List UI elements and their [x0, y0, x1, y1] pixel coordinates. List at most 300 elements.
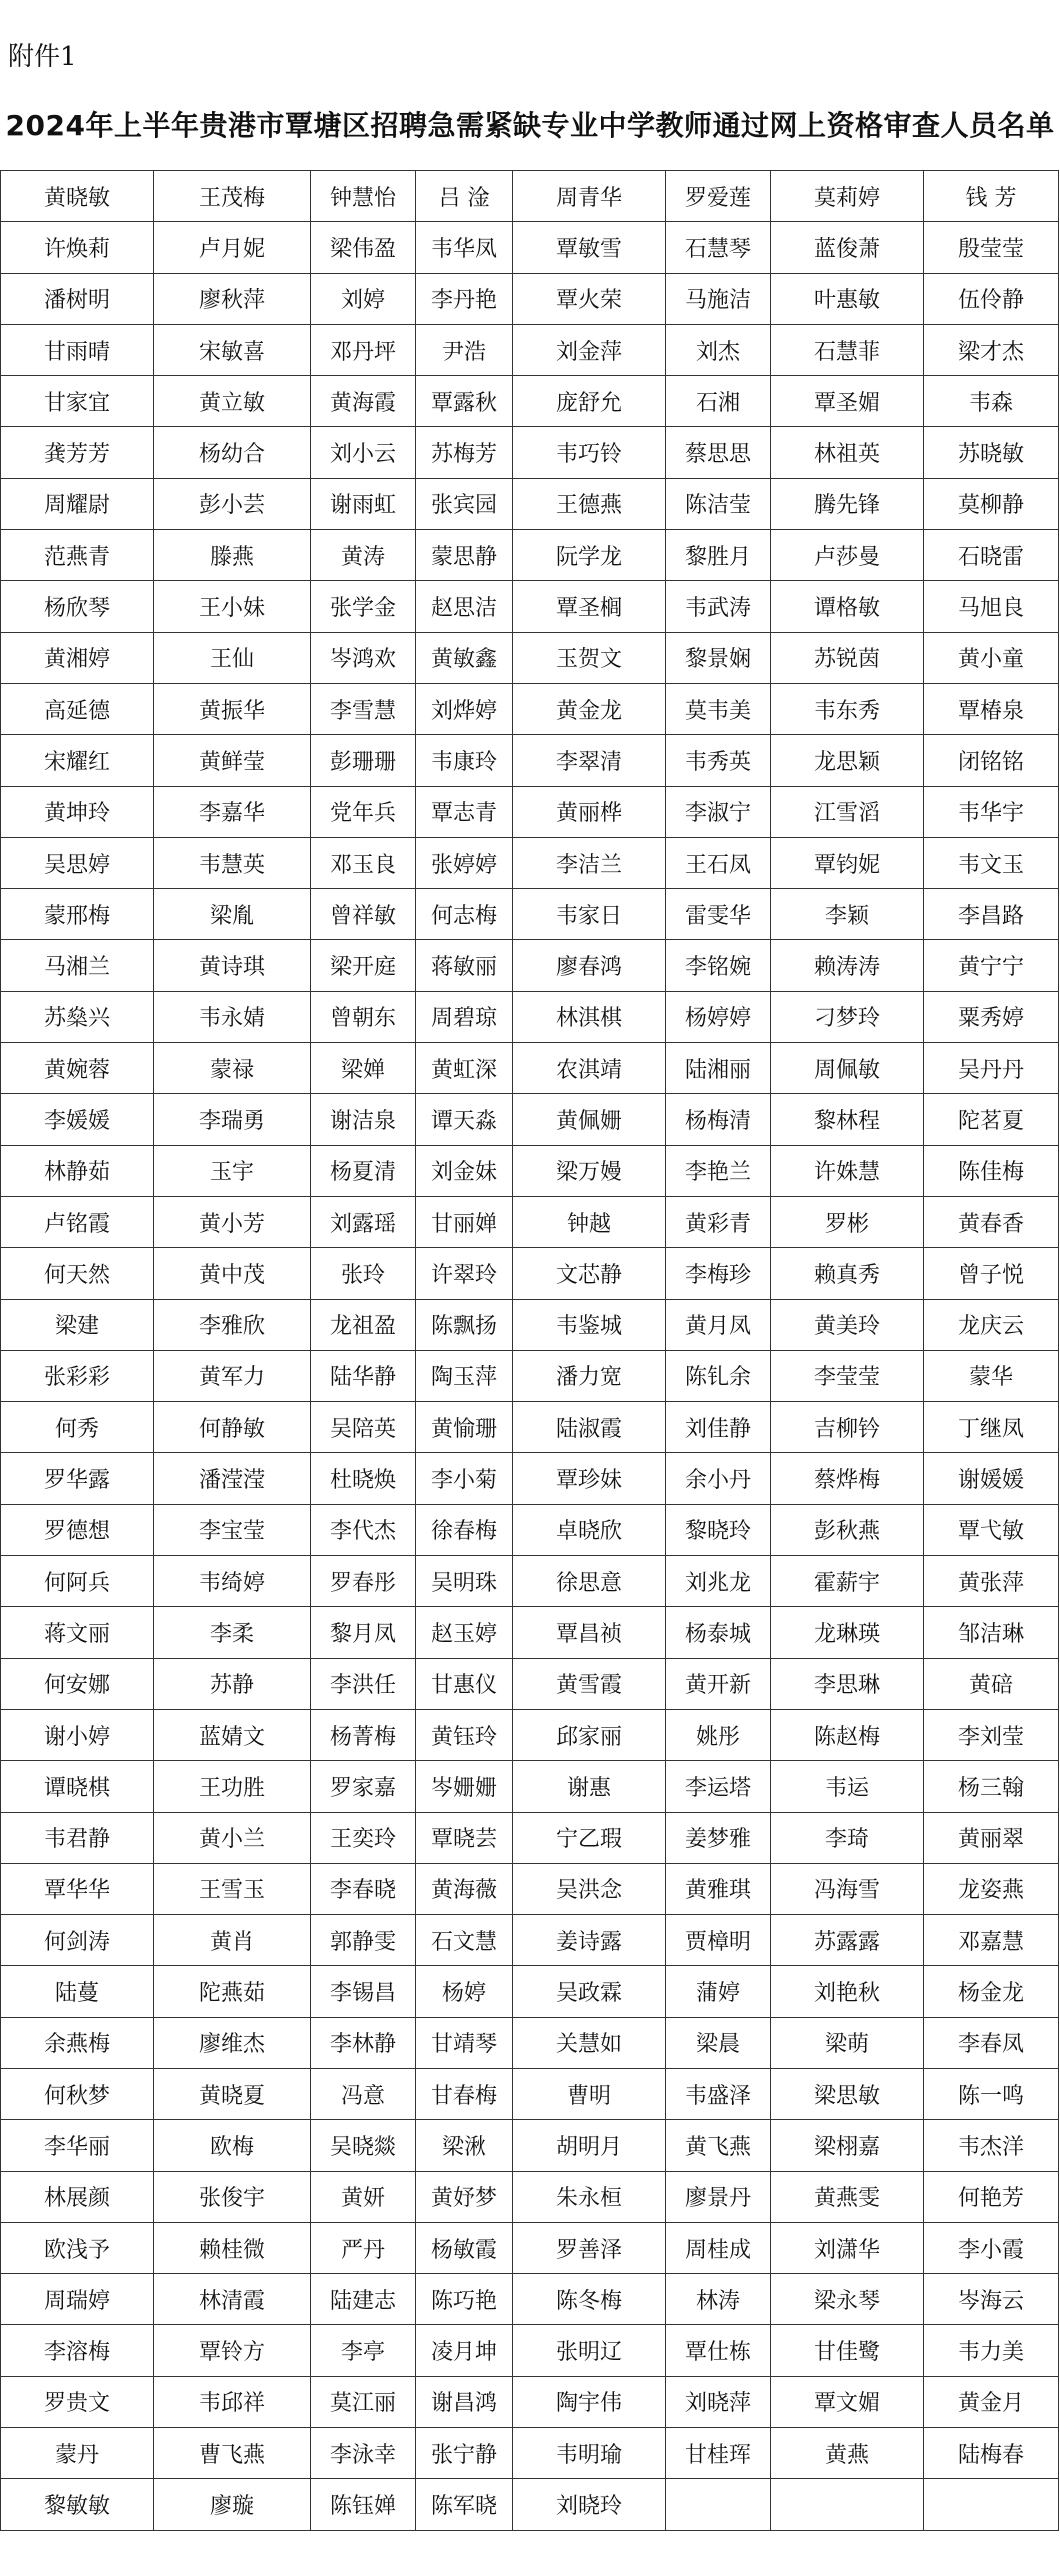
name-cell: 陈飘扬	[416, 1299, 513, 1350]
name-cell: 韦秀英	[666, 735, 771, 786]
name-cell: 吴政霖	[513, 1966, 666, 2017]
name-cell: 黄立敏	[154, 376, 311, 427]
name-cell: 玉贺文	[513, 632, 666, 683]
name-cell: 黄宁宁	[924, 940, 1059, 991]
name-cell: 刘晓玲	[513, 2479, 666, 2530]
name-cell: 曹飞燕	[154, 2428, 311, 2479]
name-cell: 韦华宇	[924, 786, 1059, 837]
name-cell: 蒙华	[924, 1350, 1059, 1401]
name-cell: 黄美玲	[771, 1299, 924, 1350]
name-cell: 覃昌祯	[513, 1607, 666, 1658]
name-cell: 李嘉华	[154, 786, 311, 837]
name-cell: 谢雨虹	[311, 478, 416, 529]
name-cell: 蔡思思	[666, 427, 771, 478]
name-cell: 何志梅	[416, 889, 513, 940]
name-cell: 李小霞	[924, 2222, 1059, 2273]
name-cell: 韦家日	[513, 889, 666, 940]
table-row	[1, 1248, 1059, 1299]
name-cell: 徐春梅	[416, 1504, 513, 1555]
name-cell: 林淇棋	[513, 991, 666, 1042]
name-cell: 何天然	[1, 1248, 154, 1299]
table-row	[1, 581, 1059, 632]
name-cell: 韦华凤	[416, 222, 513, 273]
name-cell: 黄坤玲	[1, 786, 154, 837]
name-cell: 黄雅琪	[666, 1863, 771, 1914]
name-cell: 罗华露	[1, 1453, 154, 1504]
name-cell: 姚彤	[666, 1709, 771, 1760]
name-cell	[771, 2479, 924, 2530]
name-cell: 宋耀红	[1, 735, 154, 786]
name-cell: 玉宇	[154, 1145, 311, 1196]
name-cell: 李洪任	[311, 1658, 416, 1709]
name-cell: 苏燊兴	[1, 991, 154, 1042]
name-cell: 雷雯华	[666, 889, 771, 940]
name-cell: 伍伶静	[924, 273, 1059, 324]
table-row	[1, 1556, 1059, 1607]
name-cell: 廖秋萍	[154, 273, 311, 324]
table-row	[1, 632, 1059, 683]
name-cell: 韦文玉	[924, 837, 1059, 888]
table-row	[1, 376, 1059, 427]
name-cell: 殷莹莹	[924, 222, 1059, 273]
name-cell: 韦康玲	[416, 735, 513, 786]
name-cell: 胡明月	[513, 2120, 666, 2171]
name-cell: 莫韦美	[666, 683, 771, 734]
name-cell: 周佩敏	[771, 1043, 924, 1094]
name-cell: 蔡烨梅	[771, 1453, 924, 1504]
name-cell: 苏露露	[771, 1915, 924, 1966]
name-cell: 王仙	[154, 632, 311, 683]
table-row	[1, 735, 1059, 786]
name-cell: 许翠玲	[416, 1248, 513, 1299]
name-cell: 甘佳鹭	[771, 2325, 924, 2376]
name-cell: 潘力宽	[513, 1350, 666, 1401]
table-row	[1, 1350, 1059, 1401]
name-cell: 叶惠敏	[771, 273, 924, 324]
name-cell: 李翠清	[513, 735, 666, 786]
name-cell: 陶玉萍	[416, 1350, 513, 1401]
table-row	[1, 1812, 1059, 1863]
table-row	[1, 1504, 1059, 1555]
name-cell: 黎晓玲	[666, 1504, 771, 1555]
name-cell: 陆蔓	[1, 1966, 154, 2017]
name-cell: 王奕玲	[311, 1812, 416, 1863]
name-cell: 李丹艳	[416, 273, 513, 324]
page-title: 2024年上半年贵港市覃塘区招聘急需紧缺专业中学教师通过网上资格审查人员名单	[5, 109, 1055, 142]
name-cell: 陈钰婵	[311, 2479, 416, 2530]
table-row	[1, 1402, 1059, 1453]
name-cell: 李刘莹	[924, 1709, 1059, 1760]
name-cell: 余燕梅	[1, 2017, 154, 2068]
name-cell: 黎敏敏	[1, 2479, 154, 2530]
name-cell: 黄虹深	[416, 1043, 513, 1094]
table-row	[1, 273, 1059, 324]
name-cell: 刘晓萍	[666, 2376, 771, 2427]
table-row	[1, 1658, 1059, 1709]
table-row	[1, 1709, 1059, 1760]
table-row	[1, 478, 1059, 529]
name-cell: 黄中茂	[154, 1248, 311, 1299]
name-cell: 邓嘉慧	[924, 1915, 1059, 1966]
name-cell: 杨梅清	[666, 1094, 771, 1145]
name-cell: 廖春鸿	[513, 940, 666, 991]
name-cell: 苏锐茵	[771, 632, 924, 683]
table-row	[1, 2376, 1059, 2427]
table-row	[1, 2325, 1059, 2376]
name-cell: 龙庆云	[924, 1299, 1059, 1350]
name-cell: 宋敏喜	[154, 324, 311, 375]
name-cell: 谢小婷	[1, 1709, 154, 1760]
name-cell: 覃铃方	[154, 2325, 311, 2376]
name-cell: 苏梅芳	[416, 427, 513, 478]
name-cell: 石湘	[666, 376, 771, 427]
name-list-table	[0, 170, 1059, 2531]
name-cell: 吴思婷	[1, 837, 154, 888]
name-cell: 林涛	[666, 2274, 771, 2325]
attachment-label: 附件1	[8, 42, 77, 72]
name-cell: 吴丹丹	[924, 1043, 1059, 1094]
name-cell: 黄春香	[924, 1196, 1059, 1247]
name-cell: 霍薪宇	[771, 1556, 924, 1607]
name-cell: 蒙邢梅	[1, 889, 154, 940]
name-cell: 黄敏鑫	[416, 632, 513, 683]
name-cell: 刁梦玲	[771, 991, 924, 1042]
name-cell: 甘春梅	[416, 2068, 513, 2119]
table-row	[1, 889, 1059, 940]
name-cell: 冯意	[311, 2068, 416, 2119]
name-cell: 曾祥敏	[311, 889, 416, 940]
name-cell: 黄晓夏	[154, 2068, 311, 2119]
name-cell: 陈钆余	[666, 1350, 771, 1401]
name-cell: 刘小云	[311, 427, 416, 478]
name-cell: 李亭	[311, 2325, 416, 2376]
name-cell: 罗彬	[771, 1196, 924, 1247]
table-row	[1, 1863, 1059, 1914]
name-cell: 李莹莹	[771, 1350, 924, 1401]
name-cell: 韦巧铃	[513, 427, 666, 478]
name-cell: 腾先锋	[771, 478, 924, 529]
name-cell: 马旭良	[924, 581, 1059, 632]
table-row	[1, 1915, 1059, 1966]
name-cell: 韦慧英	[154, 837, 311, 888]
name-cell: 李小菊	[416, 1453, 513, 1504]
table-row	[1, 427, 1059, 478]
name-cell: 陈一鸣	[924, 2068, 1059, 2119]
name-cell: 石晓雷	[924, 530, 1059, 581]
name-cell: 党年兵	[311, 786, 416, 837]
name-cell: 王茂梅	[154, 171, 311, 222]
table-row	[1, 683, 1059, 734]
name-cell: 韦君静	[1, 1812, 154, 1863]
name-cell: 韦杰洋	[924, 2120, 1059, 2171]
name-cell: 杨婷婷	[666, 991, 771, 1042]
name-cell: 谢媛媛	[924, 1453, 1059, 1504]
name-cell: 杨婷	[416, 1966, 513, 2017]
name-cell: 朱永桓	[513, 2171, 666, 2222]
name-cell: 马施洁	[666, 273, 771, 324]
name-cell: 梁建	[1, 1299, 154, 1350]
name-cell: 何静敏	[154, 1402, 311, 1453]
name-cell: 岑鸿欢	[311, 632, 416, 683]
table-row	[1, 1145, 1059, 1196]
name-cell: 梁湫	[416, 2120, 513, 2171]
name-cell: 韦永婧	[154, 991, 311, 1042]
name-cell: 刘兆龙	[666, 1556, 771, 1607]
name-cell: 尹浩	[416, 324, 513, 375]
name-cell: 岑姗姗	[416, 1761, 513, 1812]
name-cell: 黄雪霞	[513, 1658, 666, 1709]
name-cell: 谭格敏	[771, 581, 924, 632]
name-cell: 钱 芳	[924, 171, 1059, 222]
name-cell: 黄燕雯	[771, 2171, 924, 2222]
name-cell: 刘佳静	[666, 1402, 771, 1453]
table-row	[1, 1453, 1059, 1504]
name-cell: 梁萌	[771, 2017, 924, 2068]
name-cell: 黄军力	[154, 1350, 311, 1401]
name-cell: 关慧如	[513, 2017, 666, 2068]
name-cell: 赖桂微	[154, 2222, 311, 2273]
name-cell: 廖维杰	[154, 2017, 311, 2068]
name-cell: 郭静雯	[311, 1915, 416, 1966]
table-row	[1, 2428, 1059, 2479]
name-cell: 黄湘婷	[1, 632, 154, 683]
name-cell: 江雪滔	[771, 786, 924, 837]
name-cell: 杜晓焕	[311, 1453, 416, 1504]
name-cell: 黄飞燕	[666, 2120, 771, 2171]
name-cell: 龙姿燕	[924, 1863, 1059, 1914]
name-cell: 庞舒允	[513, 376, 666, 427]
name-cell: 李艳兰	[666, 1145, 771, 1196]
name-cell: 覃志青	[416, 786, 513, 837]
name-cell: 陆湘丽	[666, 1043, 771, 1094]
name-cell: 罗春彤	[311, 1556, 416, 1607]
name-cell: 姜诗露	[513, 1915, 666, 1966]
name-cell: 陈冬梅	[513, 2274, 666, 2325]
name-cell: 吴陪英	[311, 1402, 416, 1453]
name-cell: 谢洁泉	[311, 1094, 416, 1145]
name-cell: 张彩彩	[1, 1350, 154, 1401]
name-cell: 陆建志	[311, 2274, 416, 2325]
name-cell: 黄小芳	[154, 1196, 311, 1247]
name-cell: 黎林程	[771, 1094, 924, 1145]
name-cell: 甘雨晴	[1, 324, 154, 375]
name-cell: 梁思敏	[771, 2068, 924, 2119]
name-cell: 覃椿泉	[924, 683, 1059, 734]
name-cell: 何秀	[1, 1402, 154, 1453]
name-cell: 王功胜	[154, 1761, 311, 1812]
name-cell: 黄海薇	[416, 1863, 513, 1914]
name-cell: 许姝慧	[771, 1145, 924, 1196]
table-row	[1, 2222, 1059, 2273]
name-cell: 黄海霞	[311, 376, 416, 427]
table-row	[1, 1966, 1059, 2017]
name-cell: 陈军晓	[416, 2479, 513, 2530]
name-cell: 王小妹	[154, 581, 311, 632]
name-cell: 张宾园	[416, 478, 513, 529]
name-cell: 杨夏清	[311, 1145, 416, 1196]
name-cell: 韦明瑜	[513, 2428, 666, 2479]
table-row	[1, 2068, 1059, 2119]
name-cell: 蓝婧文	[154, 1709, 311, 1760]
name-cell: 杨敏霞	[416, 2222, 513, 2273]
name-cell: 李春凤	[924, 2017, 1059, 2068]
name-cell: 卓晓欣	[513, 1504, 666, 1555]
name-cell: 甘桂珲	[666, 2428, 771, 2479]
name-cell: 刘金妹	[416, 1145, 513, 1196]
name-cell: 谭晓棋	[1, 1761, 154, 1812]
name-cell: 覃文媚	[771, 2376, 924, 2427]
name-cell: 甘家宜	[1, 376, 154, 427]
name-cell: 杨金龙	[924, 1966, 1059, 2017]
name-cell: 刘潇华	[771, 2222, 924, 2273]
name-cell	[666, 2479, 771, 2530]
table-row	[1, 1043, 1059, 1094]
name-cell: 梁永琴	[771, 2274, 924, 2325]
name-cell: 谢惠	[513, 1761, 666, 1812]
table-row	[1, 1196, 1059, 1247]
table-row	[1, 2171, 1059, 2222]
name-cell: 彭小芸	[154, 478, 311, 529]
name-cell: 岑海云	[924, 2274, 1059, 2325]
name-cell: 何秋梦	[1, 2068, 154, 2119]
name-cell: 李洁兰	[513, 837, 666, 888]
name-cell: 刘艳秋	[771, 1966, 924, 2017]
name-cell: 李颖	[771, 889, 924, 940]
name-cell: 赖涛涛	[771, 940, 924, 991]
name-cell: 何安娜	[1, 1658, 154, 1709]
name-cell: 罗家嘉	[311, 1761, 416, 1812]
name-cell: 陈洁莹	[666, 478, 771, 529]
name-cell: 张学金	[311, 581, 416, 632]
name-cell: 潘树明	[1, 273, 154, 324]
name-cell: 黄钰玲	[416, 1709, 513, 1760]
name-cell: 覃晓芸	[416, 1812, 513, 1863]
table-row	[1, 786, 1059, 837]
name-cell: 苏静	[154, 1658, 311, 1709]
name-cell: 闭铭铭	[924, 735, 1059, 786]
name-cell: 李运塔	[666, 1761, 771, 1812]
name-cell: 潘滢滢	[154, 1453, 311, 1504]
name-cell: 莫柳静	[924, 478, 1059, 529]
name-cell: 韦盛泽	[666, 2068, 771, 2119]
name-cell: 梁伟盈	[311, 222, 416, 273]
name-cell: 黄月凤	[666, 1299, 771, 1350]
name-cell: 何剑涛	[1, 1915, 154, 1966]
name-cell: 韦运	[771, 1761, 924, 1812]
name-cell: 高延德	[1, 683, 154, 734]
name-cell: 刘杰	[666, 324, 771, 375]
name-cell: 黄振华	[154, 683, 311, 734]
name-cell: 廖璇	[154, 2479, 311, 2530]
name-cell: 谭天淼	[416, 1094, 513, 1145]
name-cell: 卢铭霞	[1, 1196, 154, 1247]
name-cell: 石慧琴	[666, 222, 771, 273]
name-cell: 黄燕	[771, 2428, 924, 2479]
name-cell: 韦东秀	[771, 683, 924, 734]
name-cell: 黄彩青	[666, 1196, 771, 1247]
name-cell: 黄金月	[924, 2376, 1059, 2427]
name-cell: 蒋敏丽	[416, 940, 513, 991]
name-cell: 欧梅	[154, 2120, 311, 2171]
name-cell: 黄金龙	[513, 683, 666, 734]
name-cell: 彭秋燕	[771, 1504, 924, 1555]
name-cell: 龙祖盈	[311, 1299, 416, 1350]
name-cell: 赵玉婷	[416, 1607, 513, 1658]
name-cell: 蓝俊萧	[771, 222, 924, 273]
name-cell: 李溶梅	[1, 2325, 154, 2376]
name-cell: 杨泰城	[666, 1607, 771, 1658]
name-cell: 石慧菲	[771, 324, 924, 375]
name-cell: 陈巧艳	[416, 2274, 513, 2325]
name-cell: 甘丽婵	[416, 1196, 513, 1247]
table-row	[1, 1299, 1059, 1350]
name-cell: 刘金萍	[513, 324, 666, 375]
name-cell: 李瑞勇	[154, 1094, 311, 1145]
table-row	[1, 222, 1059, 273]
name-cell: 张宁静	[416, 2428, 513, 2479]
name-cell: 谢昌鸿	[416, 2376, 513, 2427]
name-cell: 吴明珠	[416, 1556, 513, 1607]
name-cell: 曹明	[513, 2068, 666, 2119]
name-cell: 赖真秀	[771, 1248, 924, 1299]
name-cell: 范燕青	[1, 530, 154, 581]
name-cell: 蒙思静	[416, 530, 513, 581]
name-cell: 石文慧	[416, 1915, 513, 1966]
name-cell: 黎胜月	[666, 530, 771, 581]
name-cell: 黄开新	[666, 1658, 771, 1709]
name-cell: 莫江丽	[311, 2376, 416, 2427]
name-cell: 韦绮婷	[154, 1556, 311, 1607]
table-row	[1, 2120, 1059, 2171]
table-row	[1, 940, 1059, 991]
name-cell: 蒙丹	[1, 2428, 154, 2479]
name-cell: 邱家丽	[513, 1709, 666, 1760]
name-cell: 许焕莉	[1, 222, 154, 273]
name-cell: 覃华华	[1, 1863, 154, 1914]
name-cell: 黄晓敏	[1, 171, 154, 222]
name-cell: 林静茹	[1, 1145, 154, 1196]
name-cell: 黎景娴	[666, 632, 771, 683]
name-cell: 李雅欣	[154, 1299, 311, 1350]
name-cell: 黄愉珊	[416, 1402, 513, 1453]
name-cell: 徐思意	[513, 1556, 666, 1607]
name-cell: 龚芳芳	[1, 427, 154, 478]
name-cell: 钟慧怡	[311, 171, 416, 222]
name-cell: 李媛媛	[1, 1094, 154, 1145]
name-cell: 陈佳梅	[924, 1145, 1059, 1196]
name-cell: 蒋文丽	[1, 1607, 154, 1658]
name-cell: 张婷婷	[416, 837, 513, 888]
name-cell: 李梅珍	[666, 1248, 771, 1299]
name-cell: 林清霞	[154, 2274, 311, 2325]
name-cell: 王德燕	[513, 478, 666, 529]
name-cell: 廖景丹	[666, 2171, 771, 2222]
name-cell: 杨菁梅	[311, 1709, 416, 1760]
name-cell: 黄丽桦	[513, 786, 666, 837]
name-cell: 王雪玉	[154, 1863, 311, 1914]
name-cell: 龙思颖	[771, 735, 924, 786]
name-cell: 曾朝东	[311, 991, 416, 1042]
name-cell: 黄诗琪	[154, 940, 311, 991]
name-cell: 粟秀婷	[924, 991, 1059, 1042]
name-cell: 黄涛	[311, 530, 416, 581]
name-cell: 韦邱祥	[154, 2376, 311, 2427]
name-cell: 李柔	[154, 1607, 311, 1658]
name-cell: 张明辽	[513, 2325, 666, 2376]
name-cell: 李春晓	[311, 1863, 416, 1914]
table-row	[1, 324, 1059, 375]
name-cell: 张玲	[311, 1248, 416, 1299]
